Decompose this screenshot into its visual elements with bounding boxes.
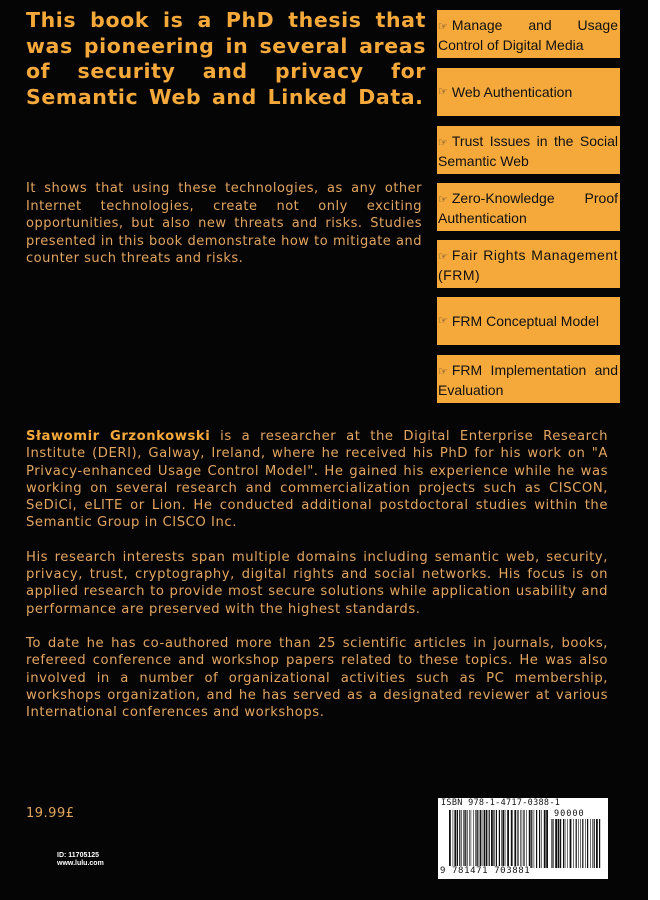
barcode-bar — [555, 819, 557, 868]
barcode-bar — [461, 810, 462, 868]
barcode-bar — [489, 810, 490, 868]
ean-digits: 9 781471 703881 — [440, 866, 531, 876]
topic-label: Trust Issues in the Social Semantic Web — [438, 133, 618, 169]
barcode-bar — [573, 819, 574, 868]
barcode-bar — [463, 810, 464, 868]
barcode-bar — [502, 810, 504, 868]
barcode-bar — [594, 819, 595, 868]
barcode-bar — [534, 810, 535, 868]
topic-label: FRM Implementation and Evaluation — [438, 362, 618, 398]
barcode-bar — [592, 819, 593, 868]
barcode-bar — [526, 810, 527, 868]
barcode-bar — [536, 810, 537, 868]
barcode-bar — [501, 810, 502, 868]
topic-item — [437, 126, 620, 174]
topic-item — [437, 10, 620, 58]
topic-label: Zero-Knowledge Proof Authentication — [438, 190, 618, 226]
barcode-bar — [541, 810, 542, 868]
barcode-bar — [459, 810, 460, 868]
barcode-bar — [560, 819, 561, 868]
price: 19.99£ — [26, 806, 75, 821]
bio-text: is a researcher at the Digital Enterprise Research Institute (DERI), Galway, Ireland, where he received his PhD for his work on "A Privacy-enhanced Usage Control Model". He gained his experience while he was working on several research and commercialization projects such as CISCON, SeDiCi, eLITE or Lion. He conducted additional postdoctoral studies within the Semantic Group in CISCO Inc. — [26, 429, 608, 531]
lulu-url: www.lulu.com — [57, 860, 104, 867]
barcode-bar — [523, 810, 524, 868]
pointing-hand-icon: ☞ — [438, 137, 448, 149]
ean-barcode-bars — [448, 810, 548, 868]
barcode-bar — [585, 819, 586, 868]
barcode-bar — [507, 810, 509, 868]
intro-paragraph: It shows that using these technologies, as any other Internet technologies, create not only exciting opportunities, but also new threats and risks. Studies presented in this book demonstrate how to mitigate and counter such threats and risks. — [26, 181, 422, 266]
topic-label: Manage and Usage Control of Digital Media — [438, 17, 618, 53]
barcode-bar — [599, 819, 600, 868]
pointing-hand-icon: ☞ — [438, 315, 448, 327]
barcode-bar — [505, 810, 506, 868]
pointing-hand-icon: ☞ — [438, 251, 448, 263]
bio-paragraph: His research interests span multiple domains including semantic web, security, privacy, trust, cryptography, digital rights and social networks. His focus is on applied research to provide most secure solutions while application usability and performance are preserved with the highest standards. — [26, 549, 608, 617]
barcode-bar — [491, 810, 493, 868]
isbn-barcode — [438, 798, 608, 879]
barcode-bar — [553, 819, 554, 868]
barcode-bar — [570, 819, 572, 868]
pointing-hand-icon: ☞ — [438, 366, 448, 378]
barcode-bar — [477, 810, 478, 868]
pointing-hand-icon: ☞ — [438, 86, 448, 98]
barcode-bar — [465, 810, 466, 868]
barcode-bar — [546, 810, 548, 868]
barcode-bar — [552, 819, 553, 868]
barcode-bar — [467, 810, 468, 868]
addon-barcode-bars — [550, 819, 602, 868]
barcode-bar — [454, 810, 456, 868]
barcode-bar — [567, 819, 568, 868]
barcode-bar — [499, 810, 500, 868]
barcode-bar — [493, 810, 494, 868]
topic-label: Fair Rights Management (FRM) — [438, 247, 618, 283]
barcode-bar — [486, 810, 488, 868]
barcode-bar — [587, 819, 588, 868]
barcode-bar — [511, 810, 513, 868]
topic-item — [437, 355, 620, 403]
barcode-bar — [484, 810, 485, 868]
publisher-info — [57, 852, 104, 868]
barcode-bar — [483, 810, 484, 868]
isbn-text: ISBN 978-1-4717-0388-1 — [441, 798, 561, 808]
pointing-hand-icon: ☞ — [438, 21, 448, 33]
bio-paragraph: To date he has co-authored more than 25 scientific articles in journals, books, refereed conference and workshop papers related to these topics. He was also involved in a number of organizational activities such as PC membership, workshops organization, and he has served as a designated reviewer at various International conferences and workshops. — [26, 635, 608, 721]
barcode-bar — [582, 819, 583, 868]
addon-digits: 90000 — [554, 809, 585, 819]
barcode-bar — [496, 810, 497, 868]
barcode-bar — [469, 810, 470, 868]
barcode-bar — [531, 810, 532, 868]
author-name: Sławomir Grzonkowski — [26, 429, 211, 444]
barcode-bar — [544, 810, 546, 868]
lulu-id: ID: 11705125 — [57, 852, 100, 859]
headline: This book is a PhD thesis that was pioneering in several areas of security and privacy for Semantic Web and Linked Data. — [26, 8, 426, 109]
barcode-bar — [520, 810, 521, 868]
topic-label: FRM Conceptual Model — [451, 313, 599, 329]
barcode-bar — [457, 810, 458, 868]
barcode-bar — [558, 819, 560, 868]
barcode-bar — [563, 819, 564, 868]
barcode-bar — [522, 810, 523, 868]
topic-label: Web Authentication — [451, 84, 573, 100]
barcode-bar — [480, 810, 482, 868]
barcode-bar — [449, 810, 451, 868]
barcode-bar — [471, 810, 472, 868]
barcode-bar — [565, 819, 566, 868]
barcode-bar — [473, 810, 474, 868]
pointing-hand-icon: ☞ — [438, 194, 448, 206]
barcode-bar — [453, 810, 454, 868]
barcode-bar — [539, 810, 540, 868]
topic-item — [437, 297, 620, 345]
barcode-bar — [590, 819, 591, 868]
barcode-bar — [551, 819, 552, 868]
barcode-bar — [578, 819, 579, 868]
barcode-bar — [596, 819, 598, 868]
barcode-bar — [580, 819, 581, 868]
topic-item — [437, 183, 620, 231]
bio-paragraph — [26, 428, 608, 532]
barcode-bar — [517, 810, 518, 868]
barcode-bar — [576, 819, 577, 868]
author-bio — [26, 428, 608, 738]
barcode-bar — [529, 810, 531, 868]
barcode-bar — [514, 810, 516, 868]
topic-item — [437, 240, 620, 288]
topic-item — [437, 68, 620, 116]
barcode-bar — [475, 810, 476, 868]
